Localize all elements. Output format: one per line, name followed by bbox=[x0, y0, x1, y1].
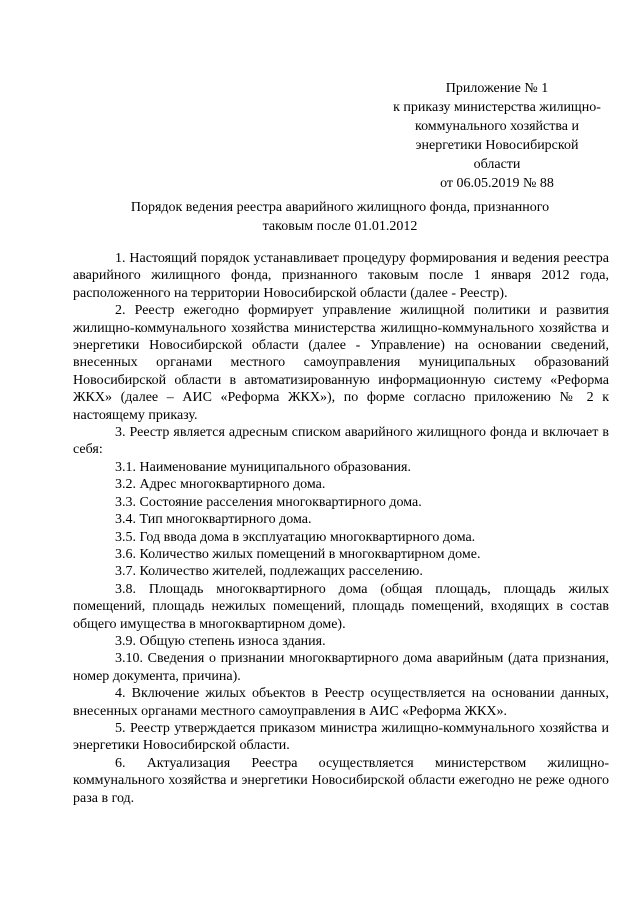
paragraph-3-5: 3.5. Год ввода дома в эксплуатацию многоквартирного дома. bbox=[115, 529, 476, 545]
appendix-number: Приложение № 1 bbox=[445, 81, 549, 96]
paragraph-3-9: 3.9. Общую степень износа здания. bbox=[115, 633, 326, 649]
paragraph-3-4: 3.4. Тип многоквартирного дома. bbox=[115, 512, 312, 528]
document-body bbox=[73, 250, 609, 807]
paragraph-5: 5. Реестр утверждается приказом министра жилищно-коммунального хозяйства и энергетики Новосибирской области. bbox=[73, 720, 609, 754]
paragraph-3-3: 3.3. Состояние расселения многоквартирного дома. bbox=[115, 494, 422, 510]
paragraph-2: 2. Реестр ежегодно формирует управление жилищной политики и развития жилищно-коммунального хозяйства министерства жилищно-коммунального хозяйства и энергетики Новосибирской области (далее - Управление) на основании сведений, внесенных органами местного самоуправления муниципальных образований Новосибирской области в автоматизированную информационную систему «Реформа ЖКХ» (далее – АИС «Реформа ЖКХ»), по форме согласно приложению № 2 к настоящему приказу. bbox=[73, 303, 609, 423]
paragraph-6: 6. Актуализация Реестра осуществляется министерством жилищно-коммунального хозяйства и энергетики Новосибирской области ежегодно не реже одного раза в год. bbox=[73, 755, 609, 806]
title-line: Порядок ведения реестра аварийного жилищного фонда, признанного bbox=[130, 200, 550, 215]
appendix-order-line: коммунального хозяйства и bbox=[414, 119, 580, 134]
paragraph-3: 3. Реестр является адресным списком аварийного жилищного фонда и включает в себя: bbox=[73, 425, 609, 458]
appendix-order-line: области bbox=[473, 157, 521, 172]
appendix-order-line: энергетики Новосибирской bbox=[415, 138, 579, 153]
appendix-header bbox=[372, 79, 622, 193]
paragraph-3-10: 3.10. Сведения о признании многоквартирного дома аварийным (дата признания, номер документа, причина). bbox=[73, 651, 609, 684]
paragraph-3-6: 3.6. Количество жилых помещений в многоквартирном доме. bbox=[115, 546, 481, 562]
paragraph-4: 4. Включение жилых объектов в Реестр осуществляется на основании данных, внесенных органами местного самоуправления в АИС «Реформа ЖКХ». bbox=[73, 686, 609, 719]
paragraph-1: 1. Настоящий порядок устанавливает процедуру формирования и ведения реестра аварийного жилищного фонда, признанного таковым после 1 января 2012 года, расположенного на территории Новосибирской области (далее - Реестр). bbox=[73, 251, 609, 301]
appendix-order-date: от 06.05.2019 № 88 bbox=[440, 176, 554, 191]
paragraph-3-2: 3.2. Адрес многоквартирного дома. bbox=[115, 477, 326, 493]
paragraph-3-8: 3.8. Площадь многоквартирного дома (общая площадь, площадь жилых помещений, площадь нежилых помещений, площадь помещений, входящих в состав общего имущества в многоквартирном доме). bbox=[73, 581, 609, 632]
document-title bbox=[100, 198, 580, 236]
title-line: таковым после 01.01.2012 bbox=[262, 219, 418, 234]
paragraph-3-1: 3.1. Наименование муниципального образования. bbox=[115, 459, 411, 475]
appendix-order-line: к приказу министерства жилищно- bbox=[393, 100, 601, 115]
paragraph-3-7: 3.7. Количество жителей, подлежащих расселению. bbox=[115, 564, 423, 580]
